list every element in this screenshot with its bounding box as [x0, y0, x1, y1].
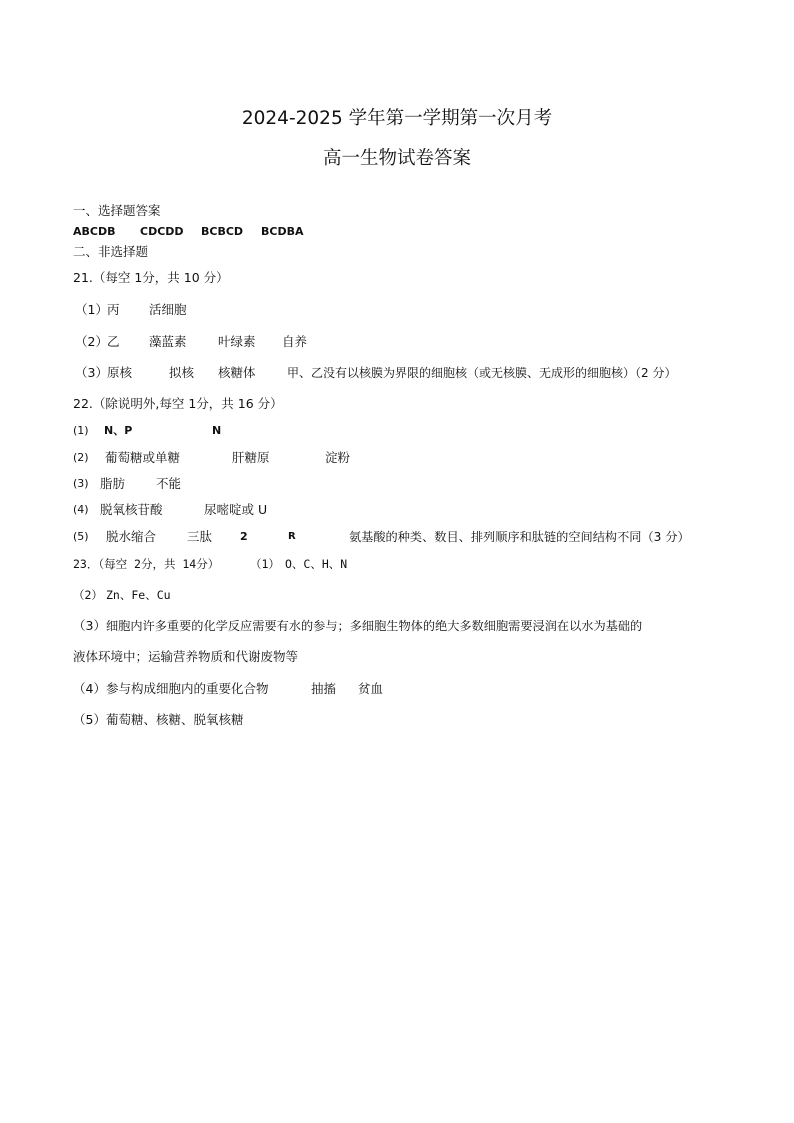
q21-p3-answer: 核糖体: [218, 365, 256, 380]
q22-p2-answer: 肝糖原: [232, 450, 270, 465]
q23-p4-label: （4）: [73, 681, 106, 696]
q23-p4-answer: 抽搐: [311, 681, 337, 696]
q22-p4-answer: 尿嘧啶或 U: [204, 502, 268, 517]
q22-p5-answer: 2: [240, 530, 248, 543]
q23-p3-label: （3）: [73, 618, 106, 633]
q21-p2-answer: 自养: [282, 334, 308, 349]
section2-heading: 二、非选择题: [73, 244, 149, 259]
q21-p3-answer: 原核: [107, 365, 133, 380]
q21-p1-answer: 活细胞: [149, 302, 187, 317]
q23-p2-answer: Zn、Fe、Cu: [106, 588, 171, 602]
q22-p2-label: (2): [73, 451, 89, 464]
q23-p1-answer: O、C、H、N: [285, 557, 348, 571]
q21-p1-answer: 丙: [107, 302, 120, 317]
q21-p2-answer: 乙: [107, 334, 120, 349]
q23-p4-answer: 参与构成细胞内的重要化合物: [106, 681, 269, 696]
q21-p2-label: （2）: [75, 334, 108, 349]
q22-p5-label: (5): [73, 530, 89, 543]
q22-p4-label: (4): [73, 503, 89, 516]
mc-answer-group-1: ABCDB: [73, 225, 116, 238]
q22-p1-answer: N、P: [104, 424, 133, 437]
q21-p3-answer: 甲、乙没有以核膜为界限的细胞核（或无核膜、无成形的细胞核）（2 分）: [287, 366, 677, 380]
q23-p4-answer: 贫血: [358, 681, 384, 696]
q23-p5-label: （5）: [73, 712, 106, 727]
q22-p3-answer: 不能: [156, 476, 182, 491]
q21-header: 21.（每空 1分，共 10 分）: [73, 270, 229, 285]
q22-p2-answer: 淀粉: [325, 450, 351, 465]
q23-p1-label: （1）: [250, 557, 280, 571]
q23-p3-answer-line1: 细胞内许多重要的化学反应需要有水的参与；多细胞生物体的绝大多数细胞需要浸润在以水为基础的: [106, 619, 643, 633]
q22-p5-answer: 脱水缩合: [106, 529, 157, 544]
q21-p3-answer: 拟核: [169, 365, 195, 380]
q22-p4-answer: 脱氧核苷酸: [100, 502, 163, 517]
mc-answer-group-4: BCDBA: [261, 225, 304, 238]
q23-p3-answer-line2: 液体环境中；运输营养物质和代谢废物等: [73, 649, 299, 664]
q22-p3-label: (3): [73, 477, 89, 490]
q22-header: 22.（除说明外,每空 1分，共 16 分）: [73, 396, 283, 411]
q22-p5-answer: 氨基酸的种类、数目、排列顺序和肽链的空间结构不同（3 分）: [349, 530, 690, 544]
q23-header: 23．（每空 2分，共 14分）: [73, 557, 220, 571]
mc-answer-group-2: CDCDD: [140, 225, 184, 238]
exam-title: 2024-2025 学年第一学期第一次月考: [241, 108, 553, 129]
q22-p3-answer: 脂肪: [100, 476, 126, 491]
q21-p2-answer: 叶绿素: [218, 334, 256, 349]
q21-p1-label: （1）: [75, 302, 108, 317]
section1-heading: 一、选择题答案: [73, 203, 161, 218]
q21-p3-label: （3）: [75, 365, 108, 380]
q22-p5-answer: 三肽: [187, 529, 213, 544]
q22-p1-answer: N: [212, 424, 222, 437]
q22-p5-answer: R: [288, 531, 296, 542]
q22-p2-answer: 葡萄糖或单糖: [105, 450, 181, 465]
q23-p5-answer: 葡萄糖、核糖、脱氧核糖: [106, 712, 244, 727]
q21-p2-answer: 藻蓝素: [149, 334, 187, 349]
mc-answer-group-3: BCBCD: [201, 225, 244, 238]
answer-key-title: 高一生物试卷答案: [322, 148, 471, 169]
q23-p2-label: （2）: [73, 588, 103, 602]
q22-p1-label: (1): [73, 424, 89, 437]
